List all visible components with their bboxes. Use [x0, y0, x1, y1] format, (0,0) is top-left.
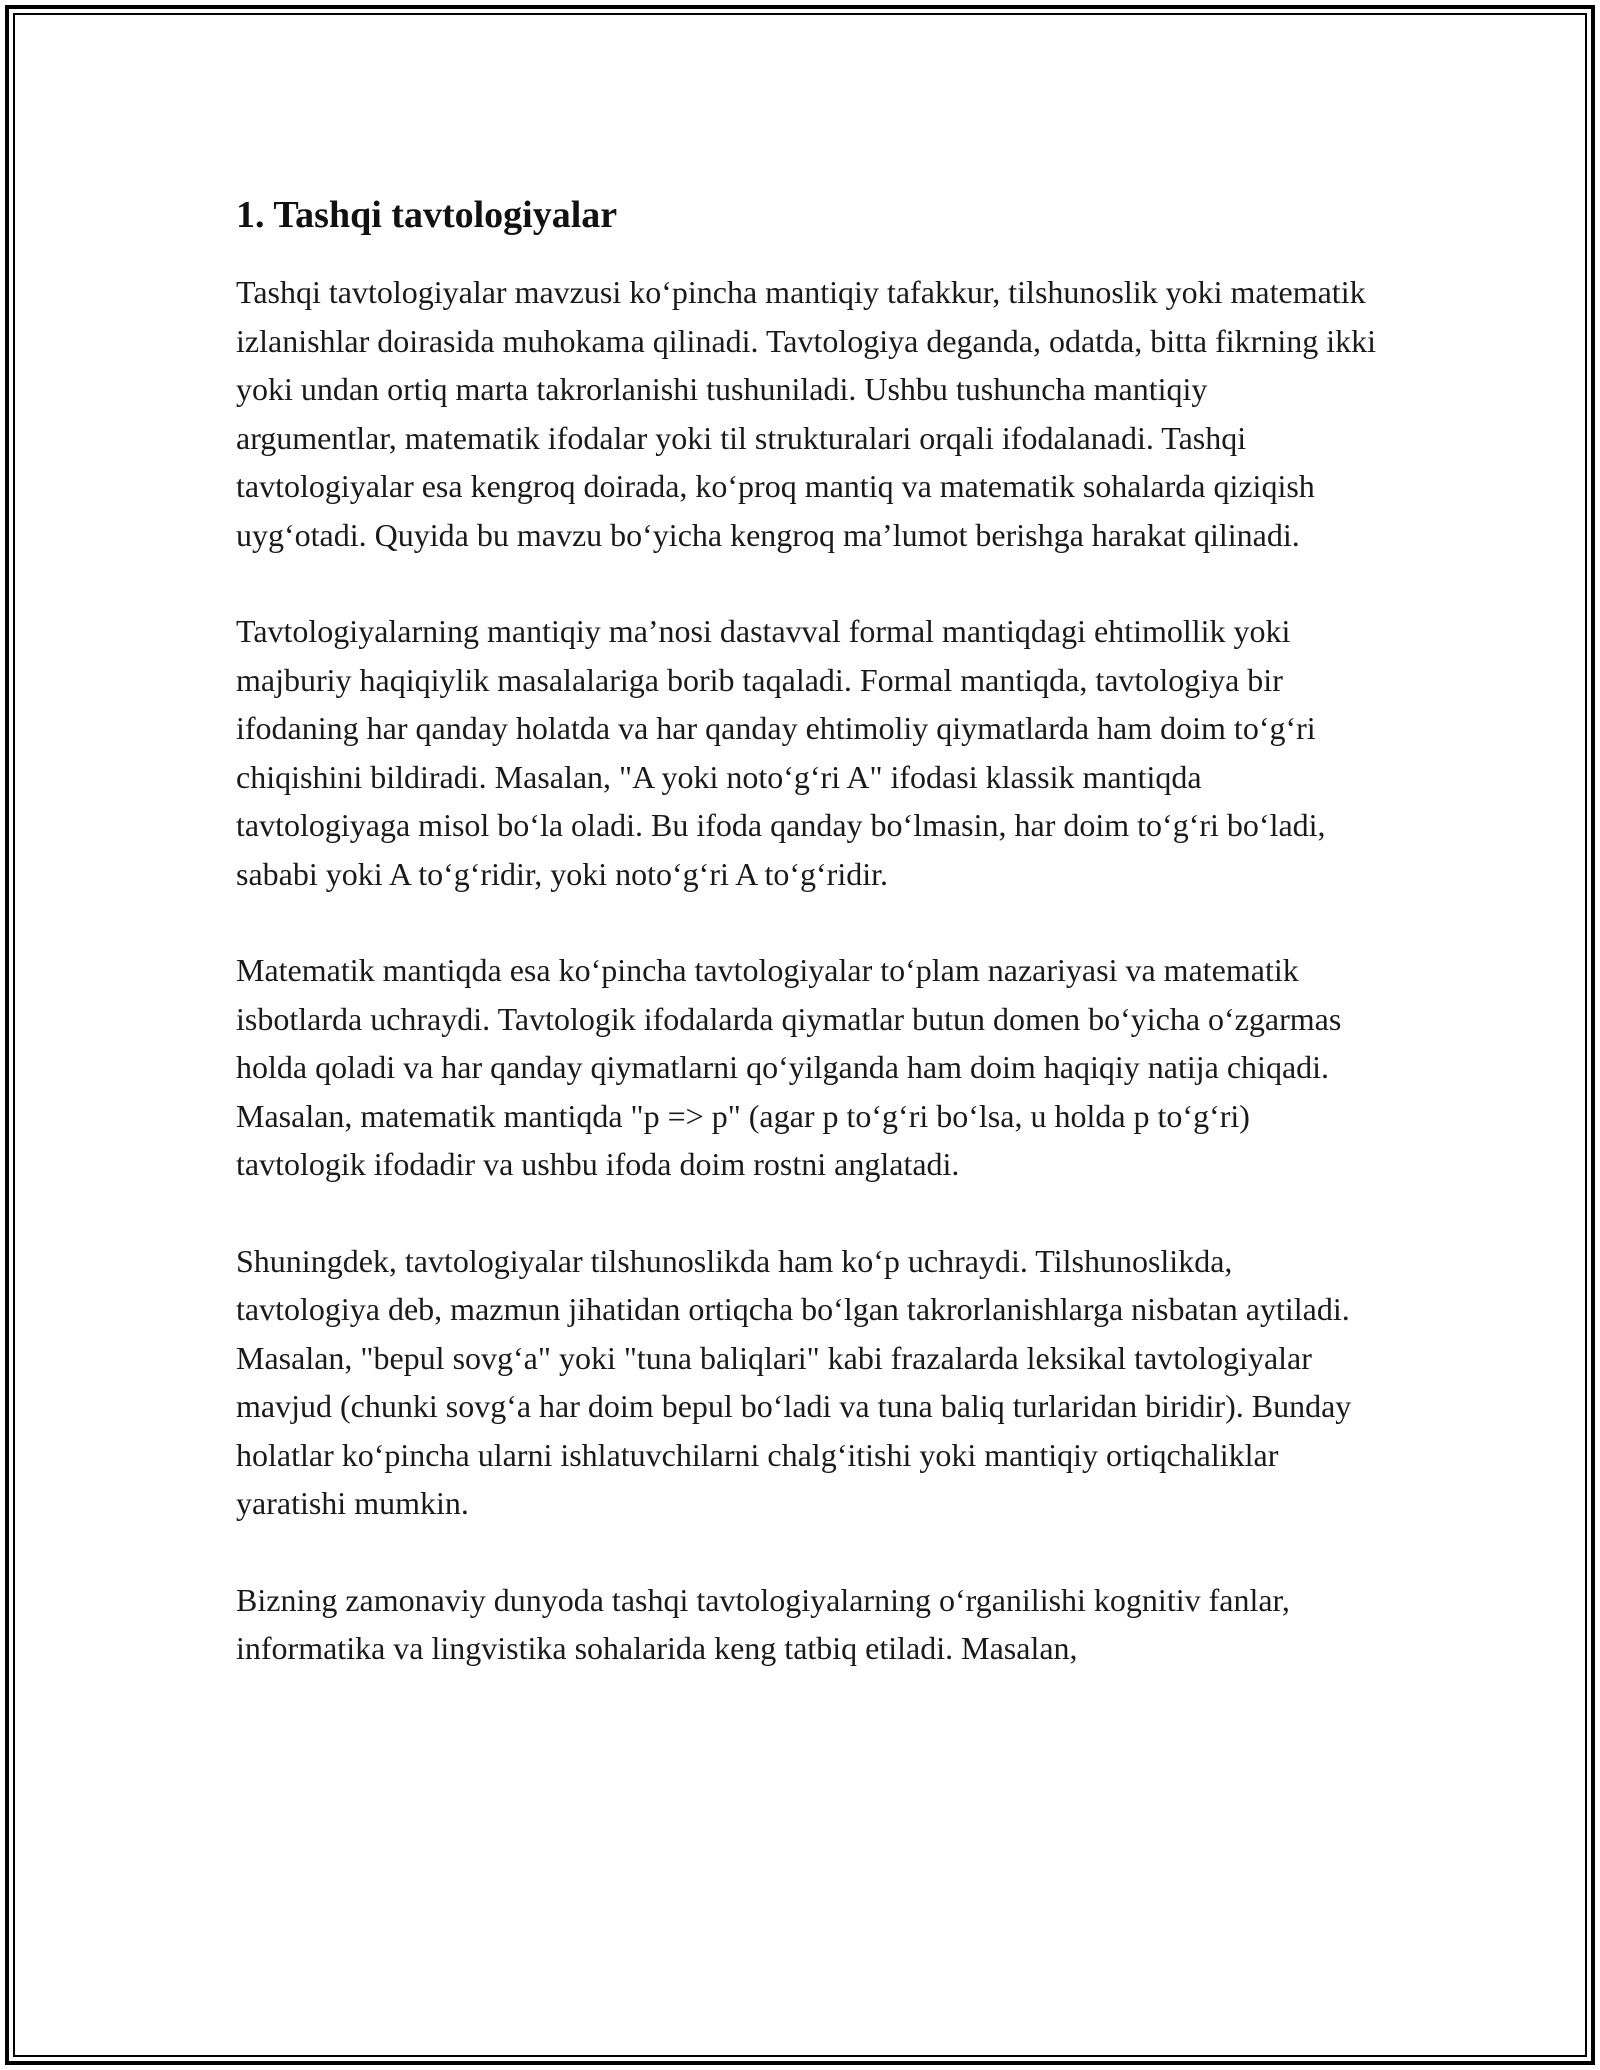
section-heading: 1. Tashqi tavtologiyalar: [236, 194, 618, 236]
paragraph-mathematical-logic: Matematik mantiqda esa ko‘pincha tavtologiyalar to‘plam nazariyasi va matematik isbotlarda uchraydi. Tavtologik ifodalarda qiymatlar butun domen bo‘yicha o‘zgarmas holda qoladi va har qanday qiymatlarni qo‘yilganda ham doim haqiqiy natija chiqadi. Masalan, matematik mantiqda "p => p" (agar p to‘g‘ri bo‘lsa, u holda p to‘g‘ri) tavtologik ifodadir va ushbu ifoda doim rostni anglatadi.: [236, 952, 1342, 1182]
paragraph-intro: Tashqi tavtologiyalar mavzusi ko‘pincha mantiqiy tafakkur, tilshunoslik yoki matematik izlanishlar doirasida muhokama qilinadi. Tavtologiya deganda, odatda, bitta fikrning ikki yoki undan ortiq marta takrorlanishi tushuniladi. Ushbu tushuncha mantiqiy argumentlar, matematik ifodalar yoki til strukturalari orqali ifodalanadi. Tashqi tavtologiyalar esa kengroq doirada, ko‘proq mantiq va matematik sohalarda qiziqish uyg‘otadi. Quyida bu mavzu bo‘yicha kengroq ma’lumot berishga harakat qilinadi.: [236, 274, 1376, 553]
document-body: [236, 184, 1376, 1721]
paragraph-modern-world: Bizning zamonaviy dunyoda tashqi tavtologiyalarning o‘rganilishi kognitiv fanlar, informatika va lingvistika sohalarida keng tatbiq etiladi. Masalan,: [236, 1581, 1290, 1666]
paragraph-linguistics: Shuningdek, tavtologiyalar tilshunoslikda ham ko‘p uchraydi. Tilshunoslikda, tavtologiya deb, mazmun jihatidan ortiqcha bo‘lgan takrorlanishlarga nisbatan aytiladi. Masalan, "bepul sovg‘a" yoki "tuna baliqlari" kabi frazalarda leksikal tavtologiyalar mavjud (chunki sovg‘a har doim bepul bo‘ladi va tuna baliq turlaridan biridir). Bunday holatlar ko‘pincha ularni ishlatuvchilarni chalg‘itishi yoki mantiqiy ortiqchaliklar yaratishi mumkin.: [236, 1242, 1352, 1521]
paragraph-formal-logic: Tavtologiyalarning mantiqiy ma’nosi dastavval formal mantiqdagi ehtimollik yoki majburiy haqiqiylik masalalariga borib taqaladi. Formal mantiqda, tavtologiya bir ifodaning har qanday holatda va har qanday ehtimoliy qiymatlarda ham doim to‘g‘ri chiqishini bildiradi. Masalan, "A yoki noto‘g‘ri A" ifodasi klassik mantiqda tavtologiyaga misol bo‘la oladi. Bu ifoda qanday bo‘lmasin, har doim to‘g‘ri bo‘ladi, sababi yoki A to‘g‘ridir, yoki noto‘g‘ri A to‘g‘ridir.: [236, 613, 1326, 892]
